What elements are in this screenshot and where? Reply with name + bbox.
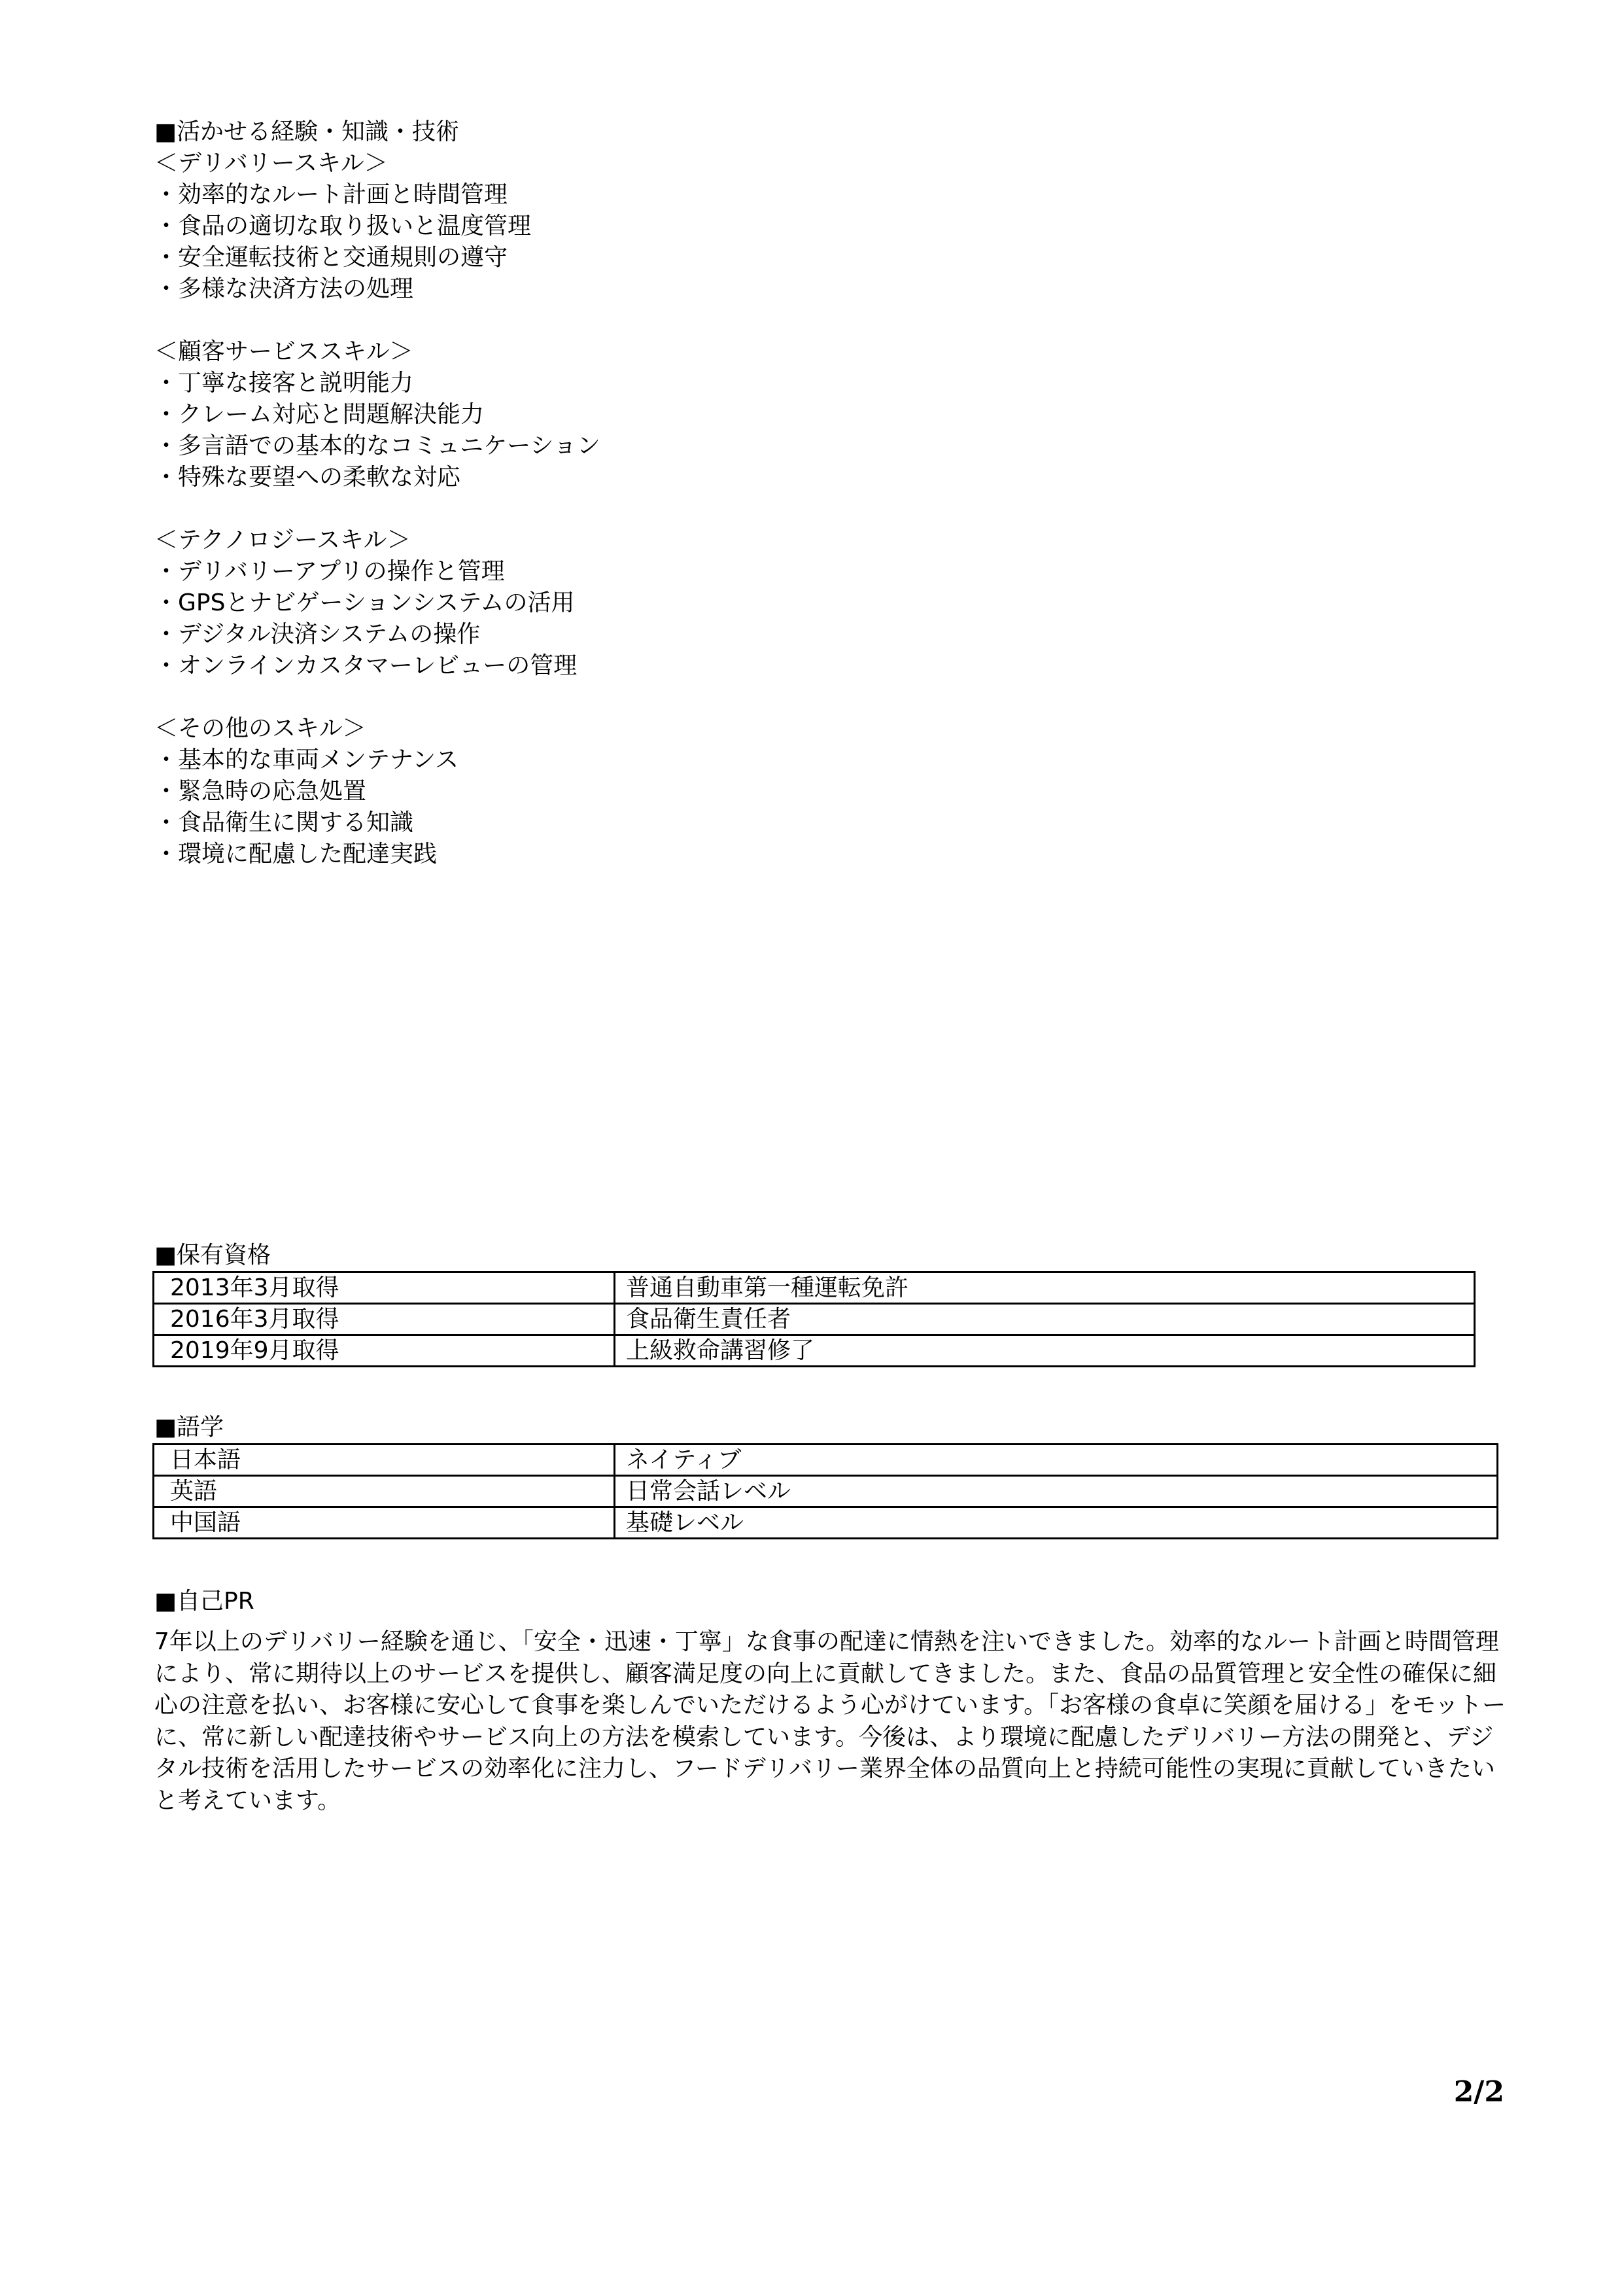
skill-item: ・食品衛生に関する知識	[154, 809, 414, 836]
qualifications-table	[152, 1271, 1476, 1367]
table-row	[154, 1476, 1498, 1507]
skill-group-other	[154, 713, 1070, 870]
skill-item: ・特殊な要望への柔軟な対応	[154, 464, 461, 491]
skill-item: ・緊急時の応急処置	[154, 778, 367, 805]
skill-item: ・オンラインカスタマーレビューの管理	[154, 652, 578, 679]
qualification-name: 上級救命講習修了	[615, 1335, 1475, 1367]
qualification-name: 普通自動車第一種運転免許	[615, 1272, 1475, 1304]
self-pr-text: 7年以上のデリバリー経験を通じ、「安全・迅速・丁寧」な食事の配達に情熱を注いできました。効率的なルート計画と時間管理により、常に期待以上のサービスを提供し、顧客満足度の向上に貢献してきました。また、食品の品質管理と安全性の確保に細心の注意を払い、お客様に安心して食事を楽しんでいただけるよう心がけています。「お客様の食卓に笑顔を届ける」をモットーに、常に新しい配達技術やサービス向上の方法を模索しています。今後は、より環境に配慮したデリバリー方法の開発と、デジタル技術を活用したサービスの効率化に注力し、フードデリバリー業界全体の品質向上と持続可能性の実現に貢献していきたいと考えています。	[154, 1628, 1506, 1814]
language-level: 基礎レベル	[615, 1507, 1498, 1539]
qualification-date: 2013年3月取得	[154, 1272, 615, 1304]
skill-group-title: ＜テクノロジースキル＞	[154, 527, 411, 553]
skill-item: ・安全運転技術と交通規則の遵守	[154, 244, 508, 271]
language-level: ネイティブ	[615, 1445, 1498, 1476]
page-number: 2/2	[1453, 2075, 1504, 2109]
qualifications-heading: ■保有資格	[154, 1242, 271, 1269]
skill-group-title: ＜デリバリースキル＞	[154, 150, 388, 177]
skill-item: ・GPSとナビゲーションシステムの活用	[154, 589, 575, 616]
skill-group-customer-service	[154, 336, 1070, 493]
qualification-name: 食品衛生責任者	[615, 1304, 1475, 1335]
skill-group-technology	[154, 525, 1070, 682]
skill-item: ・環境に配慮した配達実践	[154, 841, 438, 867]
table-row	[154, 1335, 1475, 1367]
skills-section	[154, 116, 1070, 870]
skill-item: ・多言語での基本的なコミュニケーション	[154, 432, 600, 459]
self-pr-heading: ■自己PR	[154, 1588, 254, 1615]
skill-item: ・効率的なルート計画と時間管理	[154, 181, 508, 208]
skill-item: ・多様な決済方法の処理	[154, 275, 414, 302]
language-level: 日常会話レベル	[615, 1476, 1498, 1507]
skill-group-title: ＜顧客サービススキル＞	[154, 338, 413, 365]
skill-item: ・デリバリーアプリの操作と管理	[154, 558, 505, 585]
languages-heading: ■語学	[154, 1414, 224, 1441]
qualification-date: 2019年9月取得	[154, 1335, 615, 1367]
table-row	[154, 1445, 1498, 1476]
languages-table	[152, 1443, 1498, 1539]
table-row	[154, 1272, 1475, 1304]
language-name: 中国語	[154, 1507, 615, 1539]
table-row	[154, 1507, 1498, 1539]
skills-heading: ■活かせる経験・知識・技術	[154, 118, 460, 145]
skill-item: ・食品の適切な取り扱いと温度管理	[154, 213, 532, 239]
language-name: 日本語	[154, 1445, 615, 1476]
skill-group-delivery	[154, 148, 1070, 305]
table-row	[154, 1304, 1475, 1335]
skill-group-title: ＜その他のスキル＞	[154, 715, 366, 742]
skill-item: ・クレーム対応と問題解決能力	[154, 401, 485, 428]
skill-item: ・デジタル決済システムの操作	[154, 621, 481, 648]
qualification-date: 2016年3月取得	[154, 1304, 615, 1335]
language-name: 英語	[154, 1476, 615, 1507]
skill-item: ・丁寧な接客と説明能力	[154, 370, 414, 396]
skill-item: ・基本的な車両メンテナンス	[154, 746, 459, 773]
